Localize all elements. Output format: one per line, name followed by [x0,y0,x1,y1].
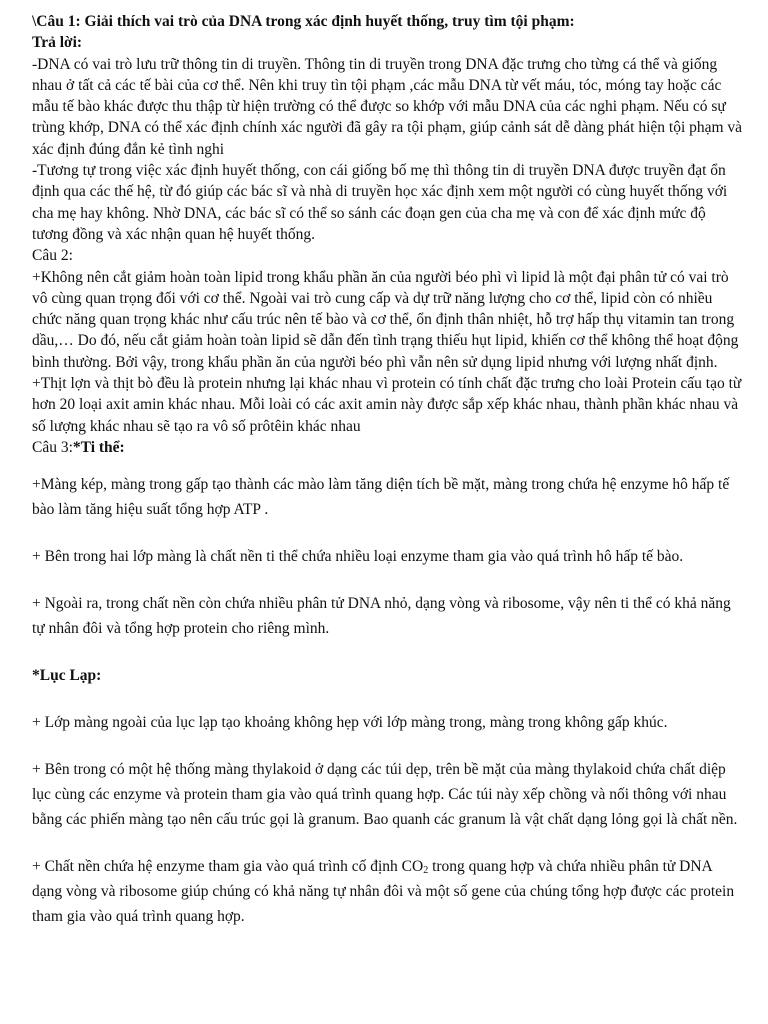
upper-section [32,0,744,458]
mito-p1-part-a: +Màng kép, màng trong gấp tạo thành các mào làm tăng diện tích bề mặt, [32,476,494,494]
mitochondria-paragraph-2: + Bên trong hai lớp màng là chất nền ti thể chứa nhiều loại enzyme tham gia vào quá trình hô hấp tế bào. [32,548,684,566]
question-1-paragraph-1: -DNA có vai trò lưu trữ thông tin di truyền. Thông tin di truyền trong DNA đặc trưng cho từng cá thể và giống nhau ở tất cả các tế bài của cơ thể. Nên khi truy tìn tội phạm ,các mẫu DNA từ vết máu, tóc, móng tay hoặc các mẫu tế bào khác được thu thập từ hiện trường có thể được so khớp với mẫu DNA của các nghi phạm. Nếu có sự trùng khớp, DNA có thể xác định chính xác người đã gây ra tội phạm, giúp cảnh sát dễ dàng phát hiện tội phạm và xác định đúng đắn kẻ tình nghi [32,55,743,158]
answer-label: Trả lời: [32,34,83,52]
question-3-section [32,472,744,929]
question-1-heading: \Câu 1: Giải thích vai trò của DNA trong xác định huyết thống, truy tìm tội phạm: [32,13,575,30]
chloro-p3-part-b: trong quang hợp và chứa nhiều phân tử DNA dạng vòng và ribosome giúp chúng có khả năng tự nhân đôi và một số gene của chúng tổng hợp được các protein tham gia vào quá trình quang hợp. [32,858,735,926]
question-1-paragraph-2: -Tương tự trong việc xác định huyết thống, con cái giống bố mẹ thì thông tin di truyền DNA được truyền đạt ổn định qua các thế hệ, từ đó giúp các bác sĩ và nhà di truyền học xác định xem một người có cùng huyết thống với cha mẹ hay không. Nhờ DNA, các bác sĩ có thể so sánh các đoạn gen của cha mẹ và con để xác định mức độ tương đồng và xác nhận quan hệ huyết thống. [32,162,728,243]
question-2-paragraph-2: +Thịt lợn và thịt bò đều là protein nhưng lại khác nhau vì protein có tính chất đặc trưng cho loài Protein cấu tạo từ hơn 20 loại axit amin khác nhau. Mỗi loài có các axit amin này được sắp xếp khác nhau, thành phần khác nhau và số lượng khác nhau sẽ tạo ra vô số prôtêin khác nhau [32,375,742,435]
question-2-heading: Câu 2: [32,247,73,265]
mito-p1-part-b: màng trong chứa hệ enzyme hô hấp tế bào làm tăng hiệu suất tổng hợp ATP [32,476,730,519]
question-2-paragraph-1: +Không nên cắt giảm hoàn toàn lipid trong khẩu phần ăn của người béo phì vì lipid là một đại phân tử có vai trò vô cùng quan trọng đối với cơ thể. Ngoài vai trò cung cấp và dự trữ năng lượng cho cơ thể, lipid còn có nhiều chức năng quan trọng khác như cấu trúc nên tế bào và cơ thể, ổn định thân nhiệt, hỗ trợ hấp thụ vitamin tan trong dầu,… Do đó, nếu cắt giảm hoàn toàn lipid sẽ dẫn đến tình trạng thiếu hụt lipid, khiến cơ thể không thể hoạt động bình thường. Bởi vậy, trong khẩu phần ăn của người béo phì vẫn nên sử dụng lipid nhưng với lượng nhất định. [32,268,739,371]
chloroplast-paragraph-3 [32,854,744,929]
chloroplast-paragraph-1: + Lớp màng ngoài của lục lạp tạo khoảng không hẹp với lớp màng trong, màng trong không gấp khúc. [32,714,668,732]
chloroplast-paragraph-2: + Bên trong có một hệ thống màng thylakoid ở dạng các túi dẹp, trên bề mặt của màng thylakoid chứa chất diệp lục cùng các enzyme và protein tham gia vào quá trình quang hợp. Các túi này xếp chồng và nối thông với nhau bằng các phiến màng tạo nên cấu trúc gọi là granum. Bao quanh các granum là vật chất dạng lỏng gọi là chất nền. [32,761,738,829]
mitochondria-paragraph-3: + Ngoài ra, trong chất nền còn chứa nhiều phân tử DNA nhỏ, dạng vòng và ribosome, vậy nên ti thể có khả năng tự nhân đôi và tổng hợp protein cho riêng mình. [32,595,731,638]
mitochondria-title: *Ti thể: [72,438,125,456]
question-3-heading [32,437,744,458]
chloroplast-title: *Lục Lạp: [32,667,102,685]
question-3-label: Câu 3: [32,438,73,456]
mitochondria-paragraph-1 [32,472,744,522]
mito-p1-part-c: . [260,501,269,519]
chloro-p3-part-a: + Chất nền chứa hệ enzyme tham gia vào quá trình cố định CO [32,858,424,876]
co2-subscript: 2 [423,865,429,877]
